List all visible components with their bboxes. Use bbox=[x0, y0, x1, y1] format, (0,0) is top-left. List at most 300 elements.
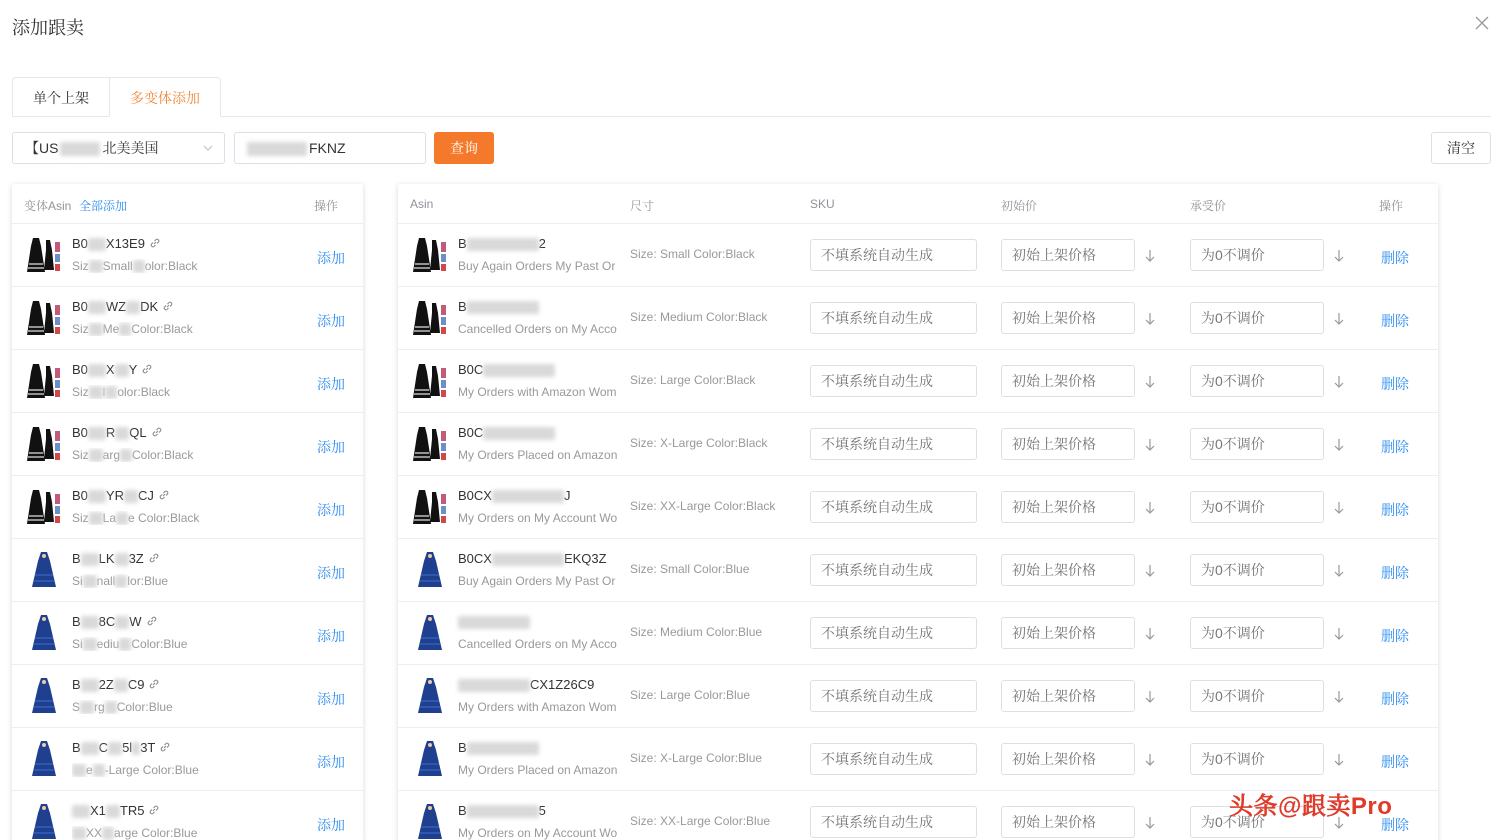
variant-asin bbox=[72, 740, 171, 755]
sku-input[interactable] bbox=[810, 806, 977, 838]
variant-asin bbox=[72, 236, 161, 251]
accept-price-input[interactable] bbox=[1190, 365, 1324, 397]
variant-size-color bbox=[72, 826, 297, 840]
variant-size-color: Size: Medium Color:Black bbox=[630, 310, 768, 324]
delete-variant-link[interactable]: 删除 bbox=[1381, 313, 1409, 329]
asin-fragment: 3T bbox=[140, 740, 156, 755]
accept-price-input[interactable] bbox=[1190, 680, 1324, 712]
asin-search-input[interactable] bbox=[234, 132, 426, 164]
product-title: My Orders on My Account Wo bbox=[458, 511, 618, 525]
redacted-block bbox=[458, 679, 530, 692]
arrow-down-icon[interactable] bbox=[1144, 690, 1156, 704]
product-title: Buy Again Orders My Past Or bbox=[458, 259, 616, 273]
asin-prefix: B0CX bbox=[458, 551, 492, 566]
asin-prefix: B bbox=[458, 803, 467, 818]
redacted-block bbox=[89, 512, 103, 525]
link-icon[interactable] bbox=[149, 237, 161, 249]
product-title: My Orders with Amazon Wom bbox=[458, 700, 617, 714]
initial-price-input[interactable] bbox=[1001, 491, 1135, 523]
accept-price-input[interactable] bbox=[1190, 302, 1324, 334]
asin-fragment: 3Z bbox=[128, 551, 144, 566]
product-thumbnail bbox=[412, 549, 450, 591]
selected-variant-row bbox=[398, 413, 1438, 476]
add-variant-link[interactable]: 添加 bbox=[317, 502, 345, 518]
delete-variant-link[interactable]: 删除 bbox=[1381, 628, 1409, 644]
redacted-block bbox=[72, 827, 86, 840]
asin-fragment: R bbox=[105, 425, 116, 440]
sku-input[interactable] bbox=[810, 239, 977, 271]
variant-size-color bbox=[72, 637, 297, 651]
redacted-block bbox=[72, 764, 86, 777]
redacted-block bbox=[81, 679, 99, 692]
link-icon[interactable] bbox=[141, 363, 153, 375]
asin-fragment: 5l bbox=[122, 740, 133, 755]
size-fragment: e Color:Black bbox=[128, 511, 200, 525]
asin-fragment: YR bbox=[105, 488, 124, 503]
variant-asin-panel bbox=[12, 184, 363, 840]
accept-price-input[interactable] bbox=[1190, 617, 1324, 649]
variant-row bbox=[12, 791, 363, 840]
size-fragment: Small bbox=[102, 259, 133, 273]
asin-fragment: CJ bbox=[137, 488, 154, 503]
initial-price-input[interactable] bbox=[1001, 365, 1135, 397]
asin-value bbox=[458, 488, 570, 503]
variant-row bbox=[12, 665, 363, 728]
selected-variant-row bbox=[398, 602, 1438, 665]
asin-fragment: WZ bbox=[105, 299, 127, 314]
selected-variants-panel bbox=[398, 184, 1438, 840]
sku-input[interactable] bbox=[810, 491, 977, 523]
redacted-block bbox=[247, 142, 307, 156]
size-fragment: Me bbox=[102, 322, 120, 336]
redacted-block bbox=[126, 301, 140, 314]
arrow-down-icon[interactable] bbox=[1333, 753, 1345, 767]
variant-asin bbox=[72, 803, 160, 818]
product-thumbnail bbox=[412, 297, 450, 339]
product-thumbnail bbox=[26, 234, 64, 276]
redacted-block bbox=[89, 323, 103, 336]
initial-price-input[interactable] bbox=[1001, 428, 1135, 460]
asin-prefix: B0C bbox=[458, 362, 484, 377]
selected-variant-row bbox=[398, 287, 1438, 350]
asin-prefix: B bbox=[458, 236, 467, 251]
link-icon[interactable] bbox=[162, 300, 174, 312]
link-icon[interactable] bbox=[158, 489, 170, 501]
asin-value bbox=[458, 425, 555, 440]
size-fragment: -Large Color:Blue bbox=[104, 763, 199, 777]
asin-search-suffix: FKNZ bbox=[309, 140, 346, 156]
asin-fragment: B bbox=[72, 677, 81, 692]
accept-price-input[interactable] bbox=[1190, 743, 1324, 775]
asin-value bbox=[458, 614, 530, 629]
variant-asin bbox=[72, 488, 170, 503]
redacted-block bbox=[72, 805, 90, 818]
size-fragment: La bbox=[102, 511, 117, 525]
asin-tail: CX1Z26C9 bbox=[530, 677, 595, 692]
variant-size-color bbox=[72, 322, 297, 336]
asin-fragment: X1 bbox=[90, 803, 106, 818]
delete-variant-link[interactable]: 删除 bbox=[1381, 565, 1409, 581]
product-thumbnail bbox=[26, 360, 64, 402]
arrow-down-icon[interactable] bbox=[1144, 753, 1156, 767]
variant-size-color bbox=[72, 385, 297, 399]
product-thumbnail bbox=[412, 360, 450, 402]
redacted-block bbox=[105, 701, 117, 714]
variant-row bbox=[12, 224, 363, 287]
size-fragment: XX bbox=[86, 826, 103, 840]
variant-size-color: Size: X-Large Color:Blue bbox=[630, 751, 763, 765]
link-icon[interactable] bbox=[159, 741, 171, 753]
arrow-down-icon[interactable] bbox=[1144, 312, 1156, 326]
selected-table-header bbox=[398, 184, 1438, 224]
size-fragment: rg bbox=[94, 700, 105, 714]
initial-price-input[interactable] bbox=[1001, 680, 1135, 712]
tab-multi-variant[interactable]: 多变体添加 bbox=[109, 77, 221, 117]
arrow-down-icon[interactable] bbox=[1333, 249, 1345, 263]
asin-fragment: B0 bbox=[72, 362, 88, 377]
site-prefix: 【US bbox=[25, 140, 59, 156]
accept-price-input[interactable] bbox=[1190, 428, 1324, 460]
redacted-block bbox=[88, 301, 106, 314]
add-variant-link[interactable]: 添加 bbox=[317, 691, 345, 707]
asin-value bbox=[458, 740, 539, 755]
variant-asin bbox=[72, 299, 174, 314]
redacted-block bbox=[93, 764, 105, 777]
initial-price-input[interactable] bbox=[1001, 239, 1135, 271]
sku-input[interactable] bbox=[810, 428, 977, 460]
product-title: Buy Again Orders My Past Or bbox=[458, 574, 616, 588]
size-fragment: Siz bbox=[72, 448, 89, 462]
arrow-down-icon[interactable] bbox=[1333, 438, 1345, 452]
arrow-down-icon[interactable] bbox=[1333, 690, 1345, 704]
product-thumbnail bbox=[26, 738, 64, 780]
asin-tail: EKQ3Z bbox=[563, 551, 607, 566]
variant-size-color: Size: Large Color:Black bbox=[630, 373, 756, 387]
redacted-block bbox=[88, 427, 106, 440]
accept-price-input[interactable] bbox=[1190, 239, 1324, 271]
redacted-block bbox=[115, 575, 127, 588]
asin-tail: 2 bbox=[538, 236, 546, 251]
size-fragment: olor:Black bbox=[144, 259, 198, 273]
product-thumbnail bbox=[412, 801, 450, 840]
col-variant-asin: 变体Asin bbox=[24, 199, 72, 213]
redacted-block bbox=[124, 490, 138, 503]
redacted-block bbox=[106, 805, 120, 818]
site-select[interactable] bbox=[12, 132, 225, 164]
variant-asin bbox=[72, 677, 160, 692]
redacted-block bbox=[81, 553, 99, 566]
asin-fragment: B0 bbox=[72, 488, 88, 503]
initial-price-input[interactable] bbox=[1001, 806, 1135, 838]
sku-input[interactable] bbox=[810, 365, 977, 397]
col-asin: Asin bbox=[410, 197, 434, 211]
asin-fragment: C9 bbox=[127, 677, 145, 692]
link-icon[interactable] bbox=[146, 615, 158, 627]
variant-asin bbox=[72, 362, 153, 377]
delete-variant-link[interactable]: 删除 bbox=[1381, 691, 1409, 707]
redacted-block bbox=[80, 701, 94, 714]
product-title: Cancelled Orders on My Acco bbox=[458, 322, 617, 336]
product-thumbnail bbox=[26, 486, 64, 528]
size-fragment: e bbox=[86, 763, 93, 777]
redacted-block bbox=[89, 386, 103, 399]
query-button[interactable]: 查询 bbox=[434, 132, 494, 164]
delete-variant-link[interactable]: 删除 bbox=[1381, 376, 1409, 392]
tab-single-listing[interactable]: 单个上架 bbox=[12, 77, 110, 117]
col-size: 尺寸 bbox=[630, 199, 655, 213]
sku-input[interactable] bbox=[810, 554, 977, 586]
size-fragment: arge Color:Blue bbox=[114, 826, 198, 840]
accept-price-input[interactable] bbox=[1190, 491, 1324, 523]
sku-input[interactable] bbox=[810, 302, 977, 334]
asin-prefix: B0C bbox=[458, 425, 484, 440]
variant-table-header bbox=[12, 184, 363, 224]
redacted-block bbox=[83, 575, 97, 588]
add-variant-link[interactable]: 添加 bbox=[317, 628, 345, 644]
redacted-block bbox=[115, 616, 129, 629]
size-fragment: lor:Blue bbox=[127, 574, 169, 588]
arrow-down-icon[interactable] bbox=[1144, 816, 1156, 830]
size-fragment: ediu bbox=[96, 637, 120, 651]
asin-fragment: B bbox=[72, 740, 81, 755]
col-sku: SKU bbox=[810, 197, 835, 211]
redacted-block bbox=[83, 638, 97, 651]
arrow-down-icon[interactable] bbox=[1333, 564, 1345, 578]
size-fragment: nall bbox=[96, 574, 116, 588]
redacted-block bbox=[467, 301, 539, 314]
redacted-block bbox=[88, 238, 106, 251]
size-fragment: Color:Black bbox=[131, 322, 193, 336]
add-variant-link[interactable]: 添加 bbox=[317, 376, 345, 392]
arrow-down-icon[interactable] bbox=[1144, 627, 1156, 641]
product-thumbnail bbox=[412, 738, 450, 780]
product-thumbnail bbox=[26, 549, 64, 591]
selected-variant-row bbox=[398, 476, 1438, 539]
asin-fragment: B0 bbox=[72, 425, 88, 440]
redacted-block bbox=[483, 364, 555, 377]
link-icon[interactable] bbox=[148, 552, 160, 564]
product-thumbnail bbox=[26, 675, 64, 717]
redacted-block bbox=[492, 553, 564, 566]
initial-price-input[interactable] bbox=[1001, 302, 1135, 334]
add-variant-link[interactable]: 添加 bbox=[317, 565, 345, 581]
product-thumbnail bbox=[26, 297, 64, 339]
close-icon[interactable] bbox=[1473, 14, 1491, 32]
product-thumbnail bbox=[26, 612, 64, 654]
redacted-block bbox=[89, 260, 103, 273]
redacted-block bbox=[116, 512, 128, 525]
variant-size-color: Size: Large Color:Blue bbox=[630, 688, 751, 702]
size-fragment: Siz bbox=[72, 322, 89, 336]
redacted-block bbox=[115, 427, 129, 440]
redacted-block bbox=[115, 553, 129, 566]
initial-price-input[interactable] bbox=[1001, 554, 1135, 586]
redacted-block bbox=[492, 490, 564, 503]
product-thumbnail bbox=[26, 801, 64, 840]
size-fragment: Siz bbox=[72, 511, 89, 525]
redacted-block bbox=[467, 742, 539, 755]
variant-size-color: Size: XX-Large Color:Blue bbox=[630, 814, 771, 828]
variant-size-color bbox=[72, 763, 297, 777]
sku-input[interactable] bbox=[810, 617, 977, 649]
asin-prefix: B bbox=[458, 740, 467, 755]
size-fragment: Color:Blue bbox=[116, 700, 173, 714]
redacted-block bbox=[467, 805, 539, 818]
delete-variant-link[interactable]: 删除 bbox=[1381, 754, 1409, 770]
delete-variant-link[interactable]: 删除 bbox=[1381, 439, 1409, 455]
redacted-block bbox=[88, 364, 106, 377]
product-thumbnail bbox=[412, 486, 450, 528]
asin-fragment: QL bbox=[129, 425, 147, 440]
size-fragment: Siz bbox=[72, 385, 89, 399]
asin-fragment: Y bbox=[128, 362, 138, 377]
initial-price-input[interactable] bbox=[1001, 743, 1135, 775]
arrow-down-icon[interactable] bbox=[1333, 501, 1345, 515]
variant-size-color: Size: Small Color:Blue bbox=[630, 562, 750, 576]
arrow-down-icon[interactable] bbox=[1333, 627, 1345, 641]
variant-asin bbox=[72, 551, 160, 566]
product-thumbnail bbox=[412, 612, 450, 654]
redacted-block bbox=[108, 742, 122, 755]
size-fragment: arg bbox=[102, 448, 121, 462]
clear-button[interactable]: 清空 bbox=[1431, 132, 1491, 164]
size-fragment: olor:Black bbox=[117, 385, 171, 399]
product-title: My Orders Placed on Amazon bbox=[458, 763, 618, 777]
add-variant-link[interactable]: 添加 bbox=[317, 754, 345, 770]
product-thumbnail bbox=[26, 423, 64, 465]
asin-prefix: B0CX bbox=[458, 488, 492, 503]
redacted-block bbox=[120, 449, 132, 462]
asin-tail: J bbox=[563, 488, 571, 503]
redacted-block bbox=[115, 364, 129, 377]
variant-row bbox=[12, 602, 363, 665]
product-title: My Orders Placed on Amazon bbox=[458, 448, 618, 462]
asin-value bbox=[458, 236, 546, 251]
variant-size-color: Size: X-Large Color:Black bbox=[630, 436, 768, 450]
redacted-block bbox=[88, 490, 106, 503]
arrow-down-icon[interactable] bbox=[1144, 249, 1156, 263]
size-fragment: Si bbox=[72, 574, 83, 588]
asin-fragment: X bbox=[105, 362, 115, 377]
selected-variant-row bbox=[398, 665, 1438, 728]
product-thumbnail bbox=[412, 675, 450, 717]
arrow-down-icon[interactable] bbox=[1144, 564, 1156, 578]
col-initial-price: 初始价 bbox=[1001, 199, 1038, 213]
asin-value bbox=[458, 551, 607, 566]
variant-asin bbox=[72, 425, 163, 440]
add-variant-link[interactable]: 添加 bbox=[317, 439, 345, 455]
add-variant-link[interactable]: 添加 bbox=[317, 313, 345, 329]
site-suffix: 北美美国 bbox=[102, 140, 159, 156]
col-accept-price: 承受价 bbox=[1190, 199, 1227, 213]
asin-fragment: 8C bbox=[98, 614, 116, 629]
product-title: Cancelled Orders on My Acco bbox=[458, 637, 617, 651]
product-thumbnail bbox=[412, 234, 450, 276]
delete-variant-link[interactable]: 删除 bbox=[1381, 817, 1409, 833]
variant-size-color bbox=[72, 574, 297, 588]
delete-variant-link[interactable]: 删除 bbox=[1381, 250, 1409, 266]
asin-fragment: B bbox=[72, 551, 81, 566]
link-icon[interactable] bbox=[151, 426, 163, 438]
redacted-block bbox=[102, 385, 117, 399]
variant-size-color bbox=[72, 448, 297, 462]
variant-row bbox=[12, 728, 363, 791]
sku-input[interactable] bbox=[810, 743, 977, 775]
product-title: My Orders on My Account Wo bbox=[458, 826, 618, 840]
redacted-block bbox=[132, 742, 140, 755]
redacted-block bbox=[483, 427, 555, 440]
redacted-block bbox=[133, 260, 145, 273]
asin-tail: 5 bbox=[538, 803, 546, 818]
arrow-down-icon[interactable] bbox=[1333, 312, 1345, 326]
link-icon[interactable] bbox=[148, 804, 160, 816]
asin-fragment: B0 bbox=[72, 236, 88, 251]
asin-fragment: B0 bbox=[72, 299, 88, 314]
asin-prefix: B bbox=[458, 299, 467, 314]
variant-row bbox=[12, 350, 363, 413]
product-title: My Orders with Amazon Wom bbox=[458, 385, 617, 399]
chevron-down-icon bbox=[202, 142, 214, 154]
variant-size-color: Size: XX-Large Color:Black bbox=[630, 499, 776, 513]
variant-row bbox=[12, 413, 363, 476]
asin-fragment: LK bbox=[98, 551, 115, 566]
watermark: 头条@跟卖Pro bbox=[1229, 793, 1393, 820]
redacted-block bbox=[89, 449, 103, 462]
variant-size-color bbox=[72, 511, 297, 525]
arrow-down-icon[interactable] bbox=[1144, 375, 1156, 389]
variant-size-color bbox=[72, 259, 297, 273]
link-icon[interactable] bbox=[148, 678, 160, 690]
redacted-block bbox=[458, 616, 530, 629]
size-fragment: Siz bbox=[72, 259, 89, 273]
delete-variant-link[interactable]: 删除 bbox=[1381, 502, 1409, 518]
redacted-block bbox=[119, 323, 131, 336]
asin-value bbox=[458, 677, 594, 692]
size-fragment: S bbox=[72, 700, 81, 714]
add-variant-link[interactable]: 添加 bbox=[317, 817, 345, 833]
col-action: 操作 bbox=[1379, 199, 1404, 213]
variant-row bbox=[12, 539, 363, 602]
accept-price-input[interactable] bbox=[1190, 554, 1324, 586]
arrow-down-icon[interactable] bbox=[1144, 501, 1156, 515]
sku-input[interactable] bbox=[810, 680, 977, 712]
tab-bar bbox=[12, 77, 1491, 117]
selected-variant-row bbox=[398, 224, 1438, 287]
asin-value bbox=[458, 803, 546, 818]
redacted-block bbox=[102, 827, 114, 840]
asin-fragment: TR5 bbox=[119, 803, 145, 818]
variant-size-color: Size: Medium Color:Blue bbox=[630, 625, 763, 639]
size-fragment: Color:Black bbox=[132, 448, 194, 462]
selected-variant-row bbox=[398, 539, 1438, 602]
add-all-link[interactable]: 全部添加 bbox=[79, 199, 128, 213]
initial-price-input[interactable] bbox=[1001, 617, 1135, 649]
arrow-down-icon[interactable] bbox=[1333, 375, 1345, 389]
asin-fragment: B bbox=[72, 614, 81, 629]
asin-value bbox=[458, 362, 555, 377]
selected-variant-row bbox=[398, 728, 1438, 791]
variant-asin bbox=[72, 614, 158, 629]
redacted-block bbox=[119, 638, 131, 651]
add-variant-link[interactable]: 添加 bbox=[317, 250, 345, 266]
asin-fragment: DK bbox=[140, 299, 159, 314]
redacted-block bbox=[467, 238, 539, 251]
arrow-down-icon[interactable] bbox=[1144, 438, 1156, 452]
product-thumbnail bbox=[412, 423, 450, 465]
asin-fragment: W bbox=[129, 614, 142, 629]
variant-row bbox=[12, 476, 363, 539]
size-fragment: Color:Blue bbox=[131, 637, 188, 651]
